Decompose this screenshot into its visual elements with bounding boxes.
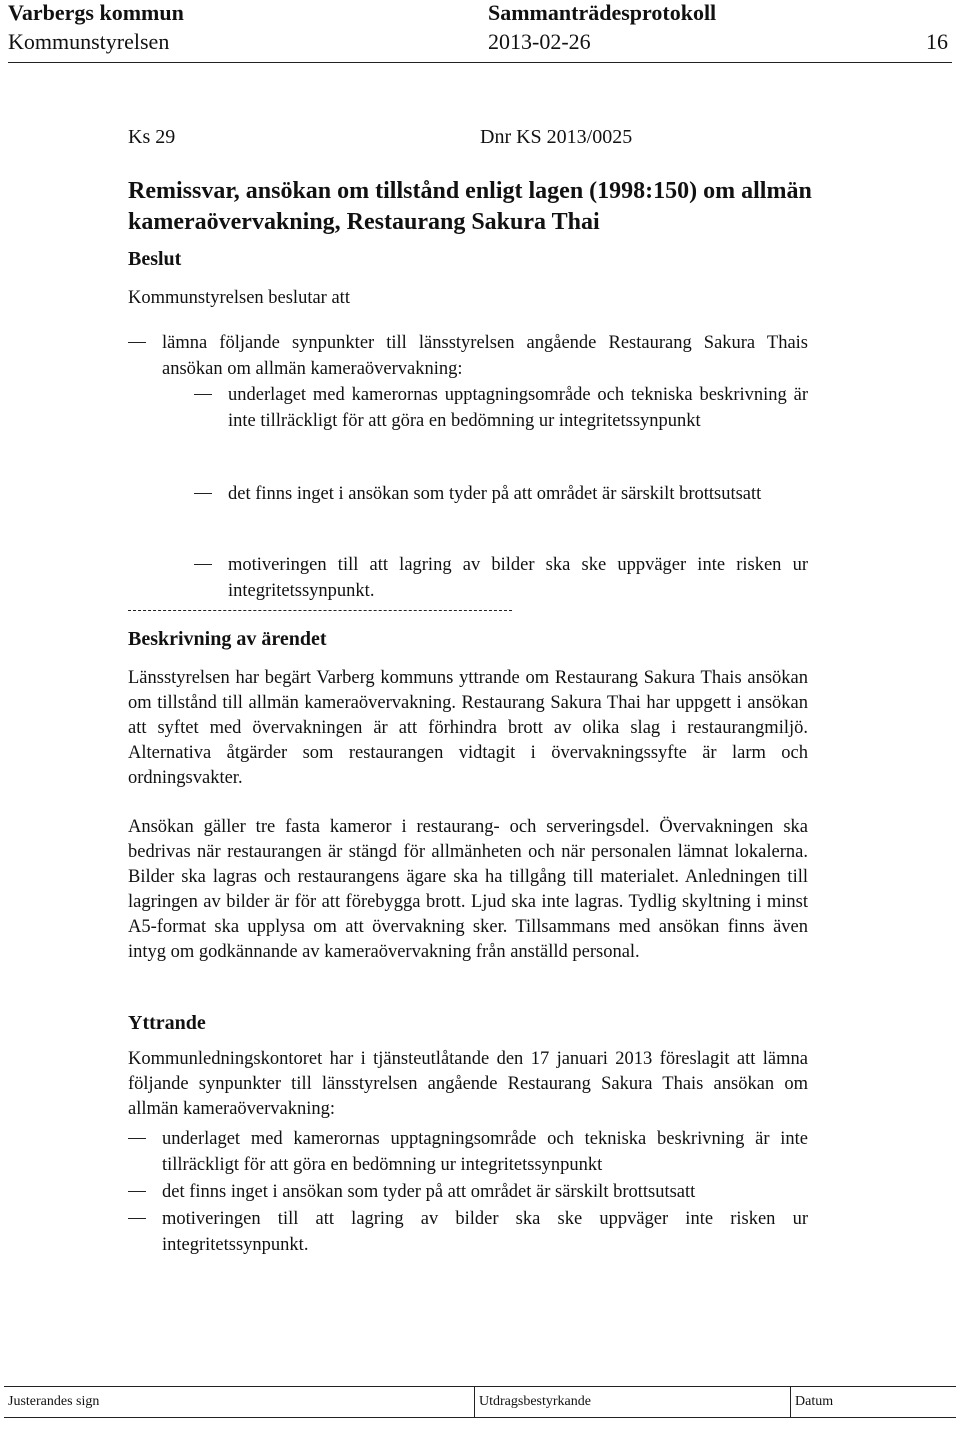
dash-bullet: [194, 564, 212, 565]
datum-cell: Datum: [790, 1387, 956, 1417]
page-number: 16: [926, 29, 948, 54]
dash-bullet: [128, 1218, 146, 1219]
dash-bullet: [128, 342, 146, 343]
case-number: Ks 29: [128, 126, 176, 148]
beslut-sub-item: det finns inget i ansökan som tyder på att området är särskilt brottsutsatt: [228, 484, 762, 504]
case-dnr: Dnr KS 2013/0025: [480, 126, 633, 148]
document-type: Sammanträdesprotokoll: [488, 0, 717, 25]
beslut-intro: Kommunstyrelsen beslutar att: [128, 288, 350, 308]
case-title: Remissvar, ansökan om tillstånd enligt lagen (1998:150) om allmän kameraövervakning, Restaurang Sakura Thai: [128, 178, 812, 235]
beskrivning-heading: Beskrivning av ärendet: [128, 628, 327, 650]
signature-footer: [4, 1386, 956, 1418]
beslut-sub-item: motiveringen till att lagring av bilder ska ske uppväger inte risken ur integritetssynpunkt.: [228, 555, 808, 601]
dash-bullet: [194, 493, 212, 494]
organization-name: Varbergs kommun: [8, 0, 184, 25]
beskrivning-paragraph: Ansökan gäller tre fasta kameror i restaurang- och serveringsdel. Övervakningen ska bedrivas när restaurangen är stängd för allmänheten och när personalen lämnat lokalerna. Bilder ska lagras och restaurangens ägare ska ha tillgång till materialet. Anledningen till lagringen av bilder är för att förebygga brott. Ljud ska inte lagras. Tydlig skyltning i minst A5-format ska upplysa om att övervakning sker. Tillsammans med ansökan finns även intyg om godkännande av kameraövervakning från anställd personal.: [128, 817, 808, 962]
yttrande-intro: Kommunledningskontoret har i tjänsteutlåtande den 17 januari 2013 föreslagit att lämna följande synpunkter till länsstyrelsen angående Restaurang Sakura Thais ansökan om allmän kameraövervakning:: [128, 1049, 808, 1119]
dash-bullet: [128, 1138, 146, 1139]
dash-bullet: [194, 394, 212, 395]
yttrande-item: underlaget med kamerornas upptagningsområde och tekniska beskrivning är inte tillräckligt för att göra en bedömning ur integritetssynpunkt: [162, 1129, 808, 1175]
beskrivning-paragraph: Länsstyrelsen har begärt Varberg kommuns yttrande om Restaurang Sakura Thais ansökan om tillstånd till allmän kameraövervakning. Restaurang Sakura Thai har uppgett i ansökan att syftet med övervakningen är att förhindra brott av olika slag i restaurangmiljö. Alternativa åtgärder som restaurangen vidtagit i övervakningssyfte är larm och ordningsvakter.: [128, 668, 808, 788]
beslut-sub-item: underlaget med kamerornas upptagningsområde och tekniska beskrivning är inte tillräckligt för att göra en bedömning ur integritetssynpunkt: [228, 385, 808, 431]
section-divider: [128, 610, 512, 611]
utdragsbestyrkande-cell: Utdragsbestyrkande: [474, 1387, 789, 1417]
yttrande-item: det finns inget i ansökan som tyder på att området är särskilt brottsutsatt: [162, 1182, 696, 1202]
dash-bullet: [128, 1191, 146, 1192]
beslut-heading: Beslut: [128, 248, 182, 270]
committee-name: Kommunstyrelsen: [8, 29, 170, 54]
meeting-date: 2013-02-26: [488, 29, 591, 54]
yttrande-item: motiveringen till att lagring av bilder ska ske uppväger inte risken ur integritetssynpunkt.: [162, 1209, 808, 1255]
justerandes-sign-cell: Justerandes sign: [8, 1394, 100, 1409]
beslut-main-item: lämna följande synpunkter till länsstyrelsen angående Restaurang Sakura Thais ansökan om allmän kameraövervakning:: [162, 333, 808, 379]
page-header: [8, 0, 952, 63]
yttrande-heading: Yttrande: [128, 1012, 206, 1034]
